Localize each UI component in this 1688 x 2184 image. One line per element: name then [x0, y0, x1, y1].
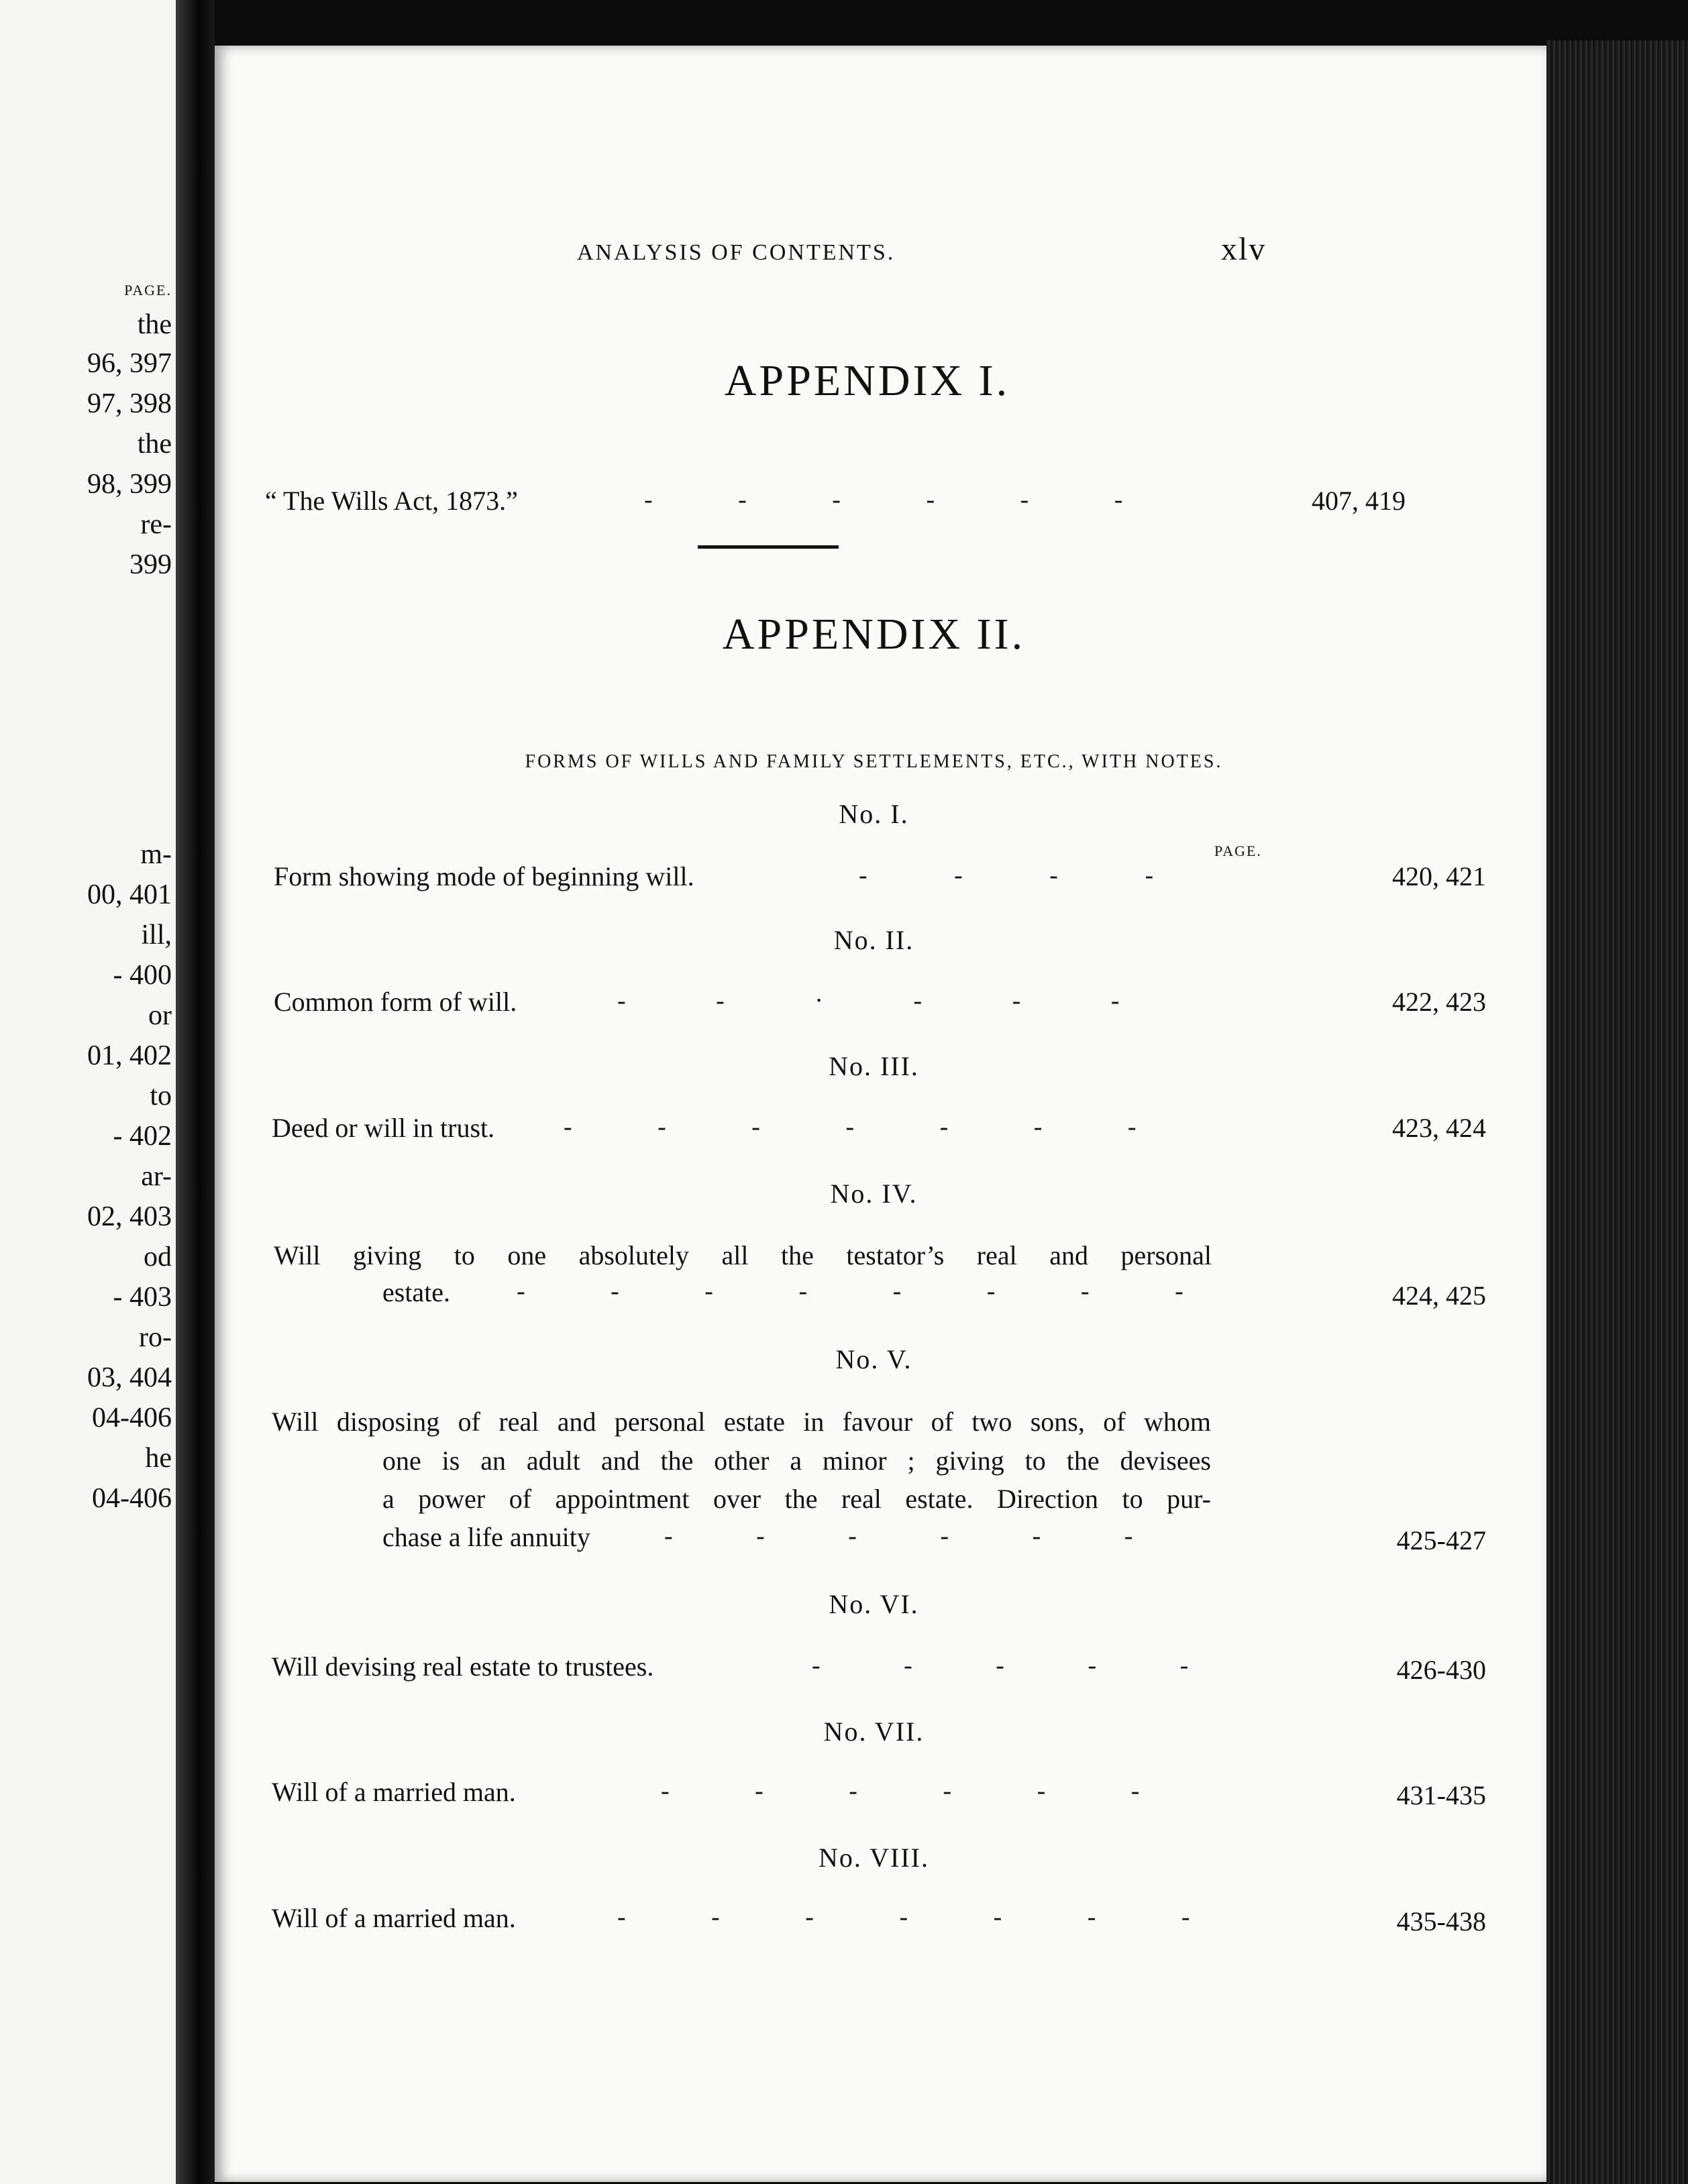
left-page-heading: PAGE. — [124, 282, 172, 298]
page-column-label: PAGE. — [1214, 842, 1262, 859]
left-line: the — [137, 309, 172, 340]
form-pages: 431-435 — [1396, 1780, 1486, 1810]
left-line: - 403 — [113, 1282, 172, 1313]
form-title-continued: one is an adult and the other a minor ; giving to the devisees — [382, 1445, 1211, 1476]
leader-dashes: - - - - - - - - — [517, 1277, 1183, 1305]
form-title-continued: chase a life annuity — [382, 1522, 590, 1552]
left-line: - 402 — [113, 1121, 172, 1152]
left-facing-page — [0, 0, 176, 2184]
page-number: xlv — [1221, 231, 1267, 267]
leader-dashes: - - - - - - - — [617, 1903, 1190, 1931]
left-line: to — [150, 1081, 172, 1111]
form-pages: 426-430 — [1396, 1655, 1486, 1685]
left-line: 03, 404 — [87, 1362, 172, 1393]
form-number: No. V. — [835, 1344, 912, 1374]
form-number: No. IV. — [830, 1179, 918, 1209]
left-line: ill, — [141, 920, 172, 950]
book-gutter — [176, 0, 215, 2184]
form-number: No. VIII. — [818, 1843, 929, 1873]
left-line: 00, 401 — [87, 879, 172, 910]
form-pages: 423, 424 — [1392, 1113, 1486, 1143]
left-line: 02, 403 — [87, 1201, 172, 1232]
left-line: ro- — [139, 1322, 172, 1353]
section-divider — [698, 545, 839, 549]
form-pages: 424, 425 — [1392, 1280, 1486, 1311]
entry-pages: 407, 419 — [1312, 486, 1406, 516]
left-line: 98, 399 — [87, 469, 172, 500]
form-title: Deed or will in trust. — [272, 1113, 495, 1143]
appendix-2-title: APPENDIX II. — [722, 610, 1026, 659]
form-title: Will giving to one absolutely all the testator’s real and personal — [274, 1240, 1212, 1270]
book-page-edges — [1546, 40, 1688, 2184]
form-pages: 420, 421 — [1392, 861, 1486, 891]
form-title-continued: a power of appointment over the real estate. Direction to pur- — [382, 1484, 1211, 1514]
left-line: od — [144, 1242, 172, 1272]
left-line: m- — [140, 839, 172, 870]
leader-dashes: - - - - - - — [661, 1777, 1140, 1805]
left-line: the — [137, 429, 172, 459]
entry-title: “ The Wills Act, 1873.” — [265, 486, 518, 516]
leader-dashes: - - - - - — [812, 1651, 1189, 1680]
form-title-continued: estate. — [382, 1277, 451, 1307]
left-line: 97, 398 — [87, 388, 172, 419]
leader-dashes: - - - - - - - — [564, 1113, 1137, 1141]
contents-page — [215, 46, 1546, 2182]
leader-dashes: - - - - - - — [664, 1522, 1133, 1550]
form-number: No. III. — [829, 1051, 919, 1081]
form-number: No. II. — [833, 925, 914, 955]
form-number: No. VI. — [829, 1589, 919, 1619]
form-title: Will disposing of real and personal estate in favour of two sons, of whom — [272, 1407, 1211, 1437]
form-number: No. I. — [839, 799, 909, 829]
left-line: re- — [140, 509, 172, 540]
form-number: No. VII. — [823, 1716, 925, 1747]
leader-dashes: - - · - - - — [617, 987, 1120, 1015]
form-pages: 435-438 — [1396, 1906, 1486, 1936]
left-line: he — [145, 1443, 172, 1474]
appendix-1-title: APPENDIX I. — [724, 356, 1010, 405]
leader-dashes: - - - - - - — [644, 486, 1123, 514]
form-pages: 422, 423 — [1392, 987, 1486, 1017]
left-line: 96, 397 — [87, 348, 172, 379]
left-line: 399 — [129, 549, 172, 580]
form-title: Will of a married man. — [272, 1903, 516, 1933]
leader-dashes: - - - - — [859, 861, 1154, 889]
form-title: Will of a married man. — [272, 1777, 516, 1807]
appendix-2-subtitle: FORMS OF WILLS AND FAMILY SETTLEMENTS, ETC., WITH NOTES. — [525, 751, 1223, 772]
left-line: - 400 — [113, 960, 172, 991]
left-line: or — [148, 1000, 172, 1031]
left-line: ar- — [141, 1161, 172, 1192]
form-pages: 425-427 — [1396, 1525, 1486, 1555]
left-line: 01, 402 — [87, 1040, 172, 1071]
form-title: Common form of will. — [274, 987, 517, 1017]
left-line: 04-406 — [92, 1403, 172, 1433]
form-title: Form showing mode of beginning will. — [274, 861, 694, 891]
running-head: ANALYSIS OF CONTENTS. — [577, 240, 896, 265]
form-title: Will devising real estate to trustees. — [272, 1651, 654, 1682]
left-line: 04-406 — [92, 1483, 172, 1514]
